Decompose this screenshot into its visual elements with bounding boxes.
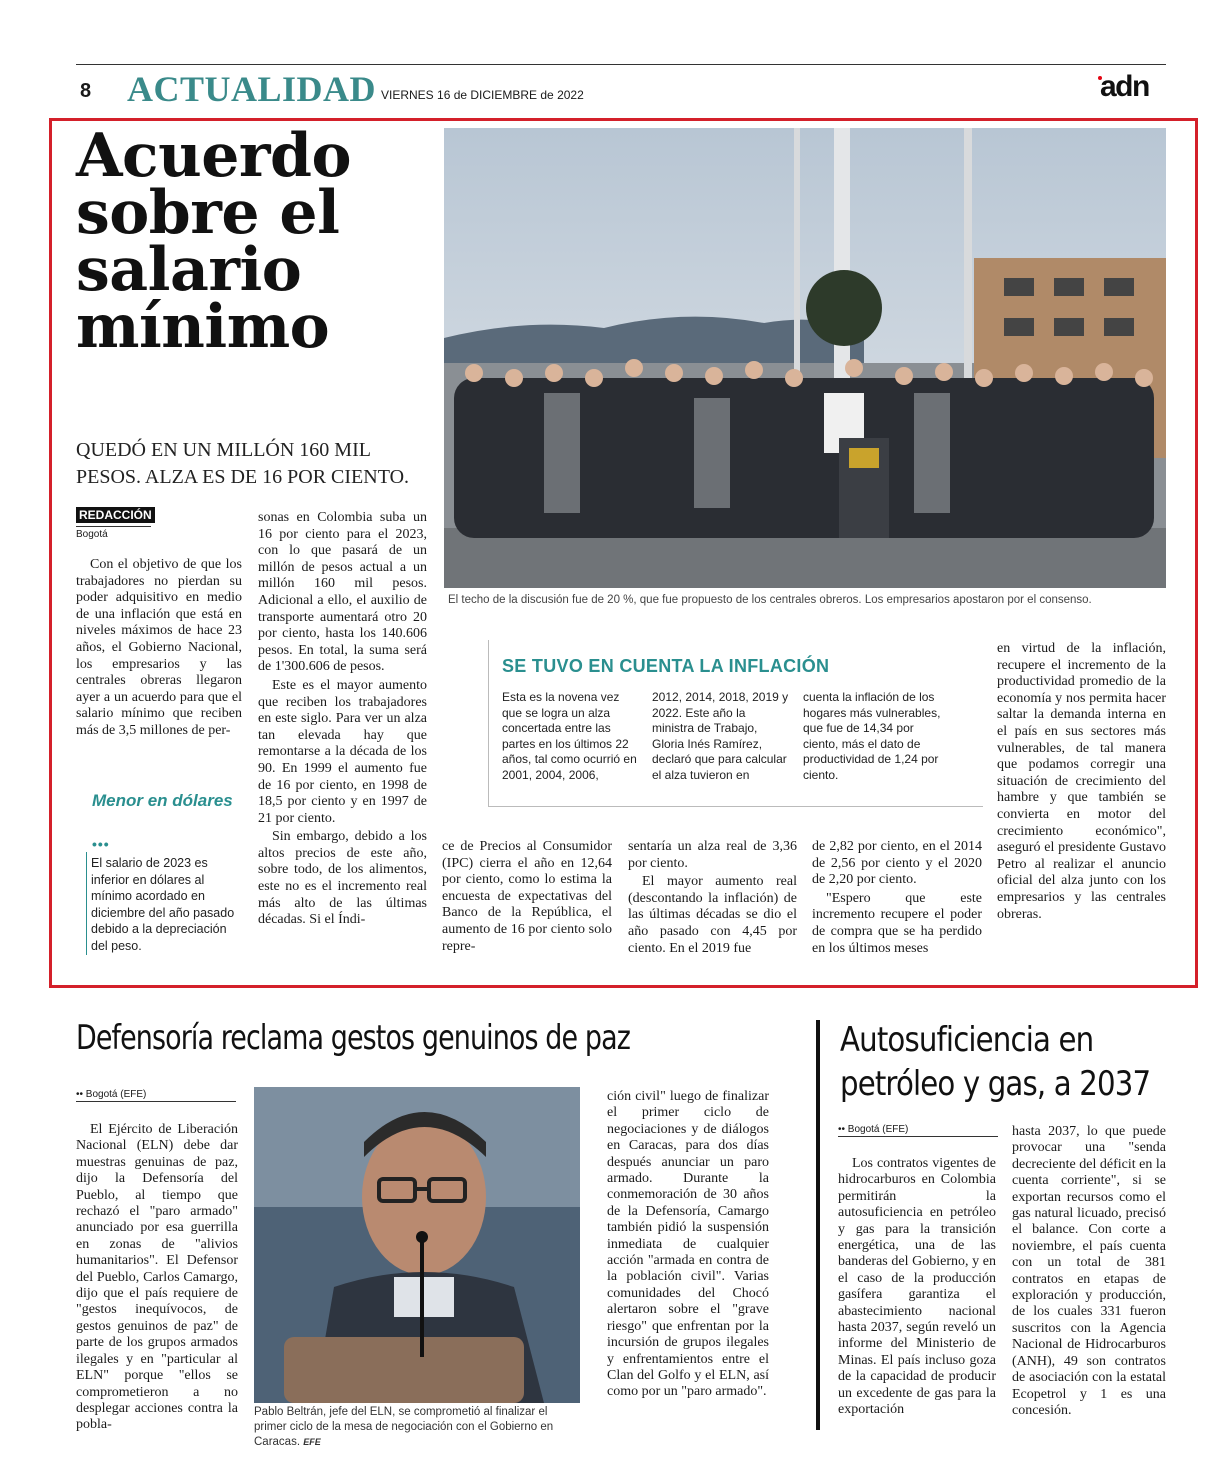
article2-col-1 xyxy=(76,1122,238,1434)
section-title: ACTUALIDAD xyxy=(127,69,377,109)
caption-text: Pablo Beltrán, jefe del ELN, se comprometió al finalizar el primer ciclo de la mesa de negociación con el Gobierno en Caracas. xyxy=(254,1406,554,1448)
main-photo-caption: El techo de la discusión fue de 20 %, que fue propuesto de los centrales obreros. Los empresarios apostaron por el consenso. xyxy=(448,594,1092,606)
sidebar-border-bottom xyxy=(488,806,983,807)
menos-dolares-title: Menor en dólares xyxy=(92,791,233,810)
sidebar-col-1: Esta es la novena vez que se logra un alza concertada entre las partes en los últimos 22 años, tal como ocurrió en 2001, 2004, 2006, xyxy=(502,690,637,782)
article3-col-2 xyxy=(1012,1124,1166,1419)
main-col-4 xyxy=(628,839,797,959)
photo-credit: EFE xyxy=(303,1437,321,1447)
sidebar-col-3: cuenta la inflación de los hogares más vulnerables, que fue de 14,34 por ciento, más el dato de productividad de 1,24 por ciento. xyxy=(803,690,941,782)
main-subhead: QUEDÓ EN UN MILLÓN 160 MIL PESOS. ALZA ES DE 16 POR CIENTO. xyxy=(76,439,410,488)
paragraph: sentaría un alza real de 3,36 por ciento. xyxy=(628,839,797,871)
paragraph: Los contratos vigentes de hidrocarburos en Colombia permitirán la autosuficiencia en petróleo y gas para la transición energética, una de las banderas del Gobierno, y en el caso de la producción gasífera garantiza el abastecimiento nacional hasta 2037, según reveló un informe del Ministerio de Minas. El país incluso goza de la capacidad de producir un excedente de gas para la exportación xyxy=(838,1156,996,1418)
headline-line: mínimo xyxy=(76,292,330,362)
main-col-1 xyxy=(76,557,242,742)
article2-photo-caption xyxy=(254,1405,580,1450)
paragraph: en virtud de la inflación, recupere el incremento de la productividad promedio de la economía y nos permita hacer saltar la demanda interna en el país en sus sectores más vulnerables, de tal manera que podamos corregir una situación de crecimiento del hambre y que también se convierta en motor del crecimiento económico", aseguró el presidente Gustavo Petro al realizar el anuncio oficial del alza junto con los empresarios y las centrales obreras. xyxy=(997,641,1166,922)
menos-dolares-rule xyxy=(86,852,87,955)
press-conference-photo-icon xyxy=(444,128,1166,588)
paragraph: ce de Precios al Consumidor (IPC) cierra el año en 12,64 por ciento, como lo estima la encuesta de expectativas del Banco de la República, el aumento de 16 por ciento solo repre- xyxy=(442,839,612,954)
article3-headline: Autosuficiencia en petróleo y gas, a 2037 xyxy=(840,1020,1151,1104)
speaker-portrait-icon xyxy=(254,1087,580,1403)
byline-city: Bogotá xyxy=(76,526,151,540)
column-divider xyxy=(816,1020,820,1430)
paragraph: Sin embargo, debido a los altos precios de este año, sobre todo, de los alimentos, este no es el incremento real más alto de las últimas décadas. Si el Índi- xyxy=(258,829,427,928)
main-headline xyxy=(76,121,446,362)
sidebar-col-2: 2012, 2014, 2018, 2019 y 2022. Este año la ministra de Trabajo, Gloria Inés Ramírez, declaró que para calcular el alza tuvieron en xyxy=(652,690,789,782)
main-col-6 xyxy=(997,641,1166,925)
paragraph: de 2,82 por ciento, en el 2014 de 2,56 por ciento y el 2020 de 2,20 por ciento. xyxy=(812,839,982,888)
paragraph: El Ejército de Liberación Nacional (ELN) debe dar muestras genuinas de paz, dijo la Defensoría del Pueblo, al tiempo que rechazó el "paro armado" anunciado por esa guerrilla en zonas de "alivios humanitarios". El Defensor del Pueblo, Carlos Camargo, dijo que el país requiere de "gestos inequívocos, de gestos genuinos de paz" de parte de los grupos armados ilegales y en "particular al ELN" porque "ellos se comprometieron a no desplegar acciones contra la pobla- xyxy=(76,1122,238,1433)
article2-col-2 xyxy=(607,1089,769,1401)
headline-line: salario xyxy=(76,235,302,305)
main-col-5 xyxy=(812,839,982,959)
paragraph: hasta 2037, lo que puede provocar una "senda decreciente del déficit en la cuenta corriente", si se exportan recursos como el gas natural licuado, precisó el balance. Con corte a noviembre, el país cuenta con un total de 381 contratos en etapas de exploración y producción, de los cuales 331 fueron suscritos con la Agencia Nacional de Hidrocarburos (ANH), 49 son contratos de asociación con la estatal Ecopetrol y 1 es una concesión. xyxy=(1012,1124,1166,1418)
article2-photo xyxy=(254,1087,580,1403)
menos-dolares-dots: ••• xyxy=(92,836,110,852)
paragraph: sonas en Colombia suba un 16 por ciento para el 2023, con lo que pasará de un millón de pesos actual a un millón 160 mil pesos. Adicional a ello, el auxilio de transporte aumentará otro 20 por ciento, hasta los 140.606 pesos. En total, la suma será de 1'300.606 de pesos. xyxy=(258,510,427,675)
paragraph: "Espero que este incremento recupere el poder de compra que se ha perdido en los últimos meses xyxy=(812,890,982,956)
byline-badge: REDACCIÓN xyxy=(76,507,155,523)
page-number: 8 xyxy=(80,80,92,102)
menos-dolares-text: El salario de 2023 es inferior en dólares al mínimo acordado en diciembre del año pasado debido a la depreciación del peso. xyxy=(91,856,235,953)
article2-headline: Defensoría reclama gestos genuinos de paz xyxy=(76,1018,630,1058)
paragraph: Este es el mayor aumento que reciben los trabajadores en este siglo. Para ver un alza tan elevada hay que remontarse a la década de los 90. En 1999 el aumento fue de 16 por ciento, en 1998 de 18,5 por ciento y en 1997 de 21 por ciento. xyxy=(258,677,427,826)
header-rule xyxy=(76,64,1166,65)
headline-line: sobre el xyxy=(76,178,340,248)
sidebar-title: SE TUVO EN CUENTA LA INFLACIÓN xyxy=(502,656,830,676)
main-col-2 xyxy=(258,510,427,931)
main-col-3 xyxy=(442,839,612,957)
adn-logo: adn xyxy=(1100,70,1149,103)
paragraph: ción civil" luego de finalizar el primer ciclo de negociaciones y de diálogos en Caracas, para dos días después anunciar un paro armado. Durante la conmemoración de 30 años de la Defensoría, Camargo también pidió la suspensión inmediata de cualquier acción "armada en contra de la población civil". Varias comunidades del Chocó alertaron sobre el "grave riesgo" que enfrentan por la incursión de grupos ilegales y enfrentamientos entre el Clan del Golfo y el ELN, así como por un "paro armado". xyxy=(607,1089,769,1400)
article3-col-1 xyxy=(838,1156,996,1419)
article3-byline: •• Bogotá (EFE) xyxy=(838,1124,998,1137)
paragraph: El mayor aumento real (descontando la inflación) de las últimas décadas se dio el año pasado con 4,45 por ciento. En el 2019 fue xyxy=(628,874,797,956)
main-photo xyxy=(444,128,1166,588)
sidebar-border-left xyxy=(488,640,489,806)
paragraph: Con el objetivo de que los trabajadores no pierdan su poder adquisitivo en medio de una inflación que está en niveles máximos de hace 23 años, el Gobierno Nacional, los empresarios y las centrales obreras llegaron ayer a un acuerdo para que el salario mínimo que reciben más de 3,5 millones de per- xyxy=(76,557,242,738)
headline-line: Acuerdo xyxy=(76,121,351,191)
dateline: VIERNES 16 de DICIEMBRE de 2022 xyxy=(381,88,584,102)
article2-byline: •• Bogotá (EFE) xyxy=(76,1089,236,1102)
